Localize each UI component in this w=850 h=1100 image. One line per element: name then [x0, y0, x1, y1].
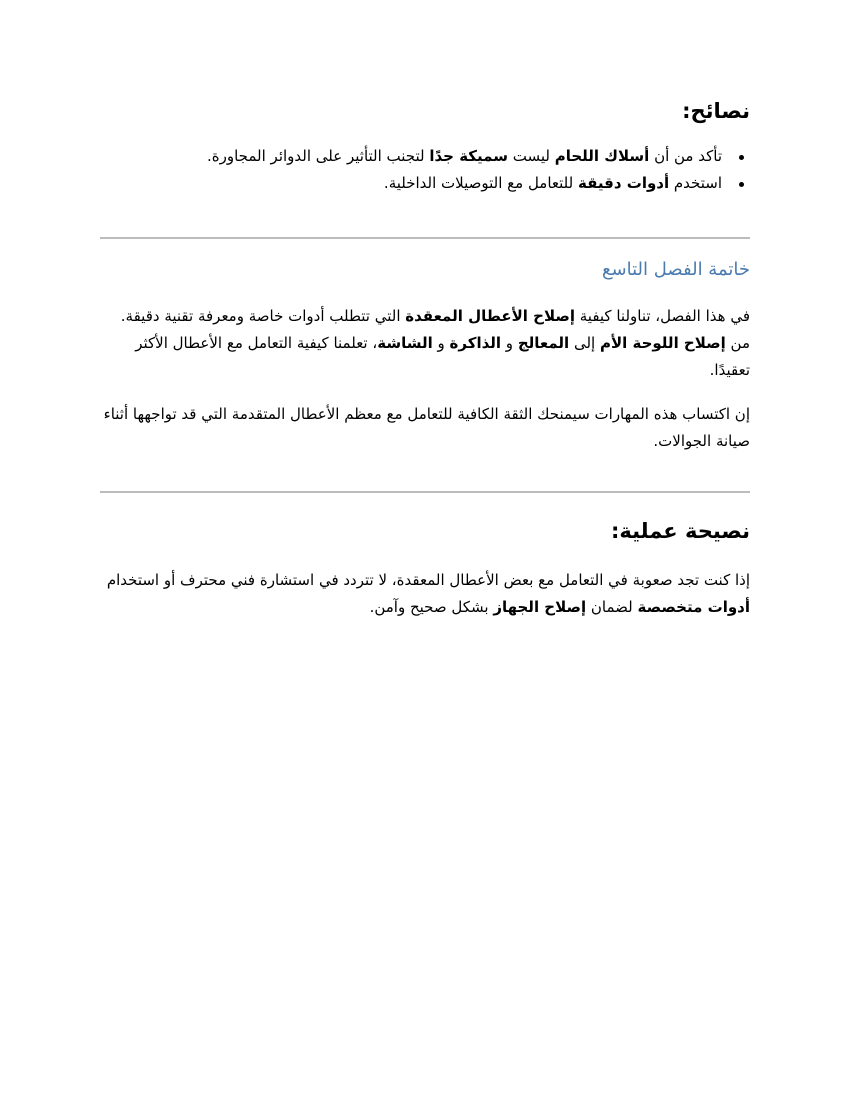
para-text: و [432, 334, 450, 352]
para-text: إذا كنت تجد صعوبة في التعامل مع بعض الأعطال المعقدة، لا تتردد في استشارة فني محترف أو استخدام [106, 571, 750, 589]
section-divider [100, 237, 750, 239]
section-divider [100, 491, 750, 493]
para-text: التي تتطلب أدوات خاصة ومعرفة تقنية دقيقة. من [120, 307, 750, 352]
tip-bold: أدوات دقيقة [577, 174, 670, 192]
para-text: بشكل صحيح وآمن. [369, 598, 494, 616]
tips-list [100, 143, 750, 197]
tip-bold: سميكة جدًا [429, 147, 508, 165]
tip-bold: أسلاك اللحام [554, 147, 650, 165]
para-bold: المعالج [517, 334, 570, 352]
practical-tip-heading: نصيحة عملية: [610, 519, 750, 543]
para-text: ، تعلمنا كيفية التعامل مع الأعطال الأكثر تعقيدًا. [135, 334, 750, 379]
para-bold: إصلاح الأعطال المعقدة [405, 307, 575, 325]
conclusion-paragraph-2: إن اكتساب هذه المهارات سيمنحك الثقة الكافية للتعامل مع معظم الأعطال المتقدمة التي قد تواجهها أثناء صيانة الجوالات. [103, 405, 750, 450]
tip-text: ليست [507, 147, 555, 165]
para-text: و [501, 334, 518, 352]
para-text: في هذا الفصل، تناولنا كيفية [574, 307, 750, 325]
chapter-conclusion-heading: خاتمة الفصل التاسع [601, 259, 750, 280]
conclusion-paragraph [100, 303, 750, 384]
para-text: إلى [569, 334, 600, 352]
tips-heading: نصائح: [682, 99, 750, 123]
tip-text: للتعامل مع التوصيلات الداخلية. [383, 174, 578, 192]
tip-text: لتجنب التأثير على الدوائر المجاورة. [207, 147, 430, 165]
para-bold: الشاشة [377, 334, 433, 352]
para-bold: إصلاح اللوحة الأم [599, 334, 726, 352]
tip-text: تأكد من أن [649, 147, 722, 165]
para-bold: أدوات متخصصة [637, 598, 750, 616]
para-bold: الذاكرة [449, 334, 502, 352]
tip-item [100, 143, 722, 170]
tip-text: استخدم [669, 174, 722, 192]
tip-item [100, 170, 722, 197]
para-bold: إصلاح الجهاز [493, 598, 587, 616]
para-text: لضمان [586, 598, 638, 616]
practical-tip-paragraph [100, 567, 750, 621]
